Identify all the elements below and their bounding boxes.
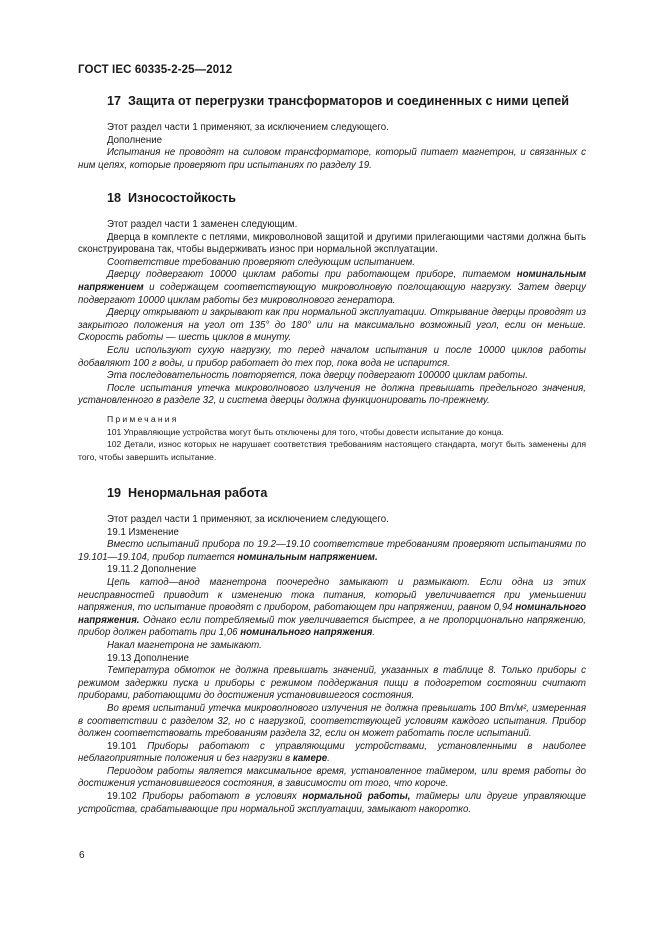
paragraph: Этот раздел части 1 применяют, за исключением следующего.	[107, 122, 389, 133]
paragraph: Соответствие требованию проверяют следующим испытанием.	[107, 256, 415, 268]
text: Вместо испытаний прибора по 19.2—19.10 соответствие требованиям проверяют испытаниями по 19.101—19.104, прибор питается	[78, 539, 586, 563]
text: Приборы работают в условиях	[142, 791, 303, 803]
text: и содержащем соответствующую микроволновую поглощающую нагрузку. Затем дверцу подвергают 10000 циклам работы без микроволнового генератора.	[78, 281, 586, 306]
section-17-heading	[107, 94, 569, 108]
paragraph	[78, 269, 586, 307]
text: .	[327, 753, 330, 765]
section-title: Износостойкость	[128, 191, 237, 205]
text: таймеры или другие управляющие устройства, срабатывающие при нормальной эксплуатации, замыкают накоротко.	[78, 791, 587, 815]
section-18-heading	[107, 191, 236, 205]
term: номинального напряжения	[240, 627, 373, 639]
note: 102 Детали, износ которых не нарушает соответствия требованиям настоящего стандарта, могут быть заменены для того, чтобы завершить испытание.	[78, 439, 586, 462]
paragraph: Дверца в комплекте с петлями, микроволновой защитой и другими прилегающими частями должна быть сконструирована так, чтобы выдерживать износ при нормальной эксплуатации.	[78, 231, 586, 256]
section-19-body	[78, 514, 586, 816]
paragraph	[78, 791, 586, 816]
note: 101 Управляющие устройства могут быть отключены для того, чтобы довести испытание до конца.	[107, 426, 504, 437]
term: номинальным напряжением	[78, 269, 586, 293]
section-18-body	[78, 219, 586, 463]
text: Цепь катод—анод магнетрона поочередно замыкают и размыкают. Если одна из этих неисправностей приводит к изменению тока питания, который увеличивается при уменьшении напряжения, то испытание проводят с прибором, работающем при напряжении, равном 0,94	[78, 576, 586, 614]
paragraph: Дополнение	[107, 134, 163, 146]
paragraph: Дверцу открывают и закрывают как при нормальной эксплуатации. Открывание дверцы проводят из закрытого положения на угол от 135° до 180° или на максимально возможный угол, если он меньше. Скорость работы — шесть циклов в минуту.	[78, 307, 586, 344]
section-number: 17	[107, 94, 122, 108]
text: Приборы работают с управляющими устройствами, установленными в наиболее неблагоприятные положения и без нагрузки в	[78, 740, 586, 765]
term: номинального напряжения.	[78, 602, 586, 626]
paragraph: 19.13 Дополнение	[107, 652, 189, 664]
page-number: 6	[79, 850, 85, 861]
paragraph: Этот раздел части 1 заменен следующим.	[107, 219, 298, 230]
paragraph: После испытания утечка микроволнового излучения не должна превышать предельного значения, установленного в разделе 32, и система дверцы должна функционировать по-прежнему.	[78, 382, 586, 407]
paragraph: Эта последовательность повторяется, пока дверцу подвергают 100000 циклам работы.	[107, 370, 528, 382]
section-title: Защита от перегрузки трансформаторов и соединенных с ними цепей	[128, 94, 570, 108]
text: Однако если потребляемый ток увеличивается быстрее, а не пропорционально напряжению, прибор должен работать при 1,06	[78, 614, 586, 639]
notes-label: Примечания	[107, 413, 179, 424]
paragraph: Если используют сухую нагрузку, то перед началом испытания и после 10000 циклов работы добавляют 100 г воды, и прибор работает до тех пор, пока вода не испарится.	[78, 344, 586, 369]
term: камере	[292, 753, 328, 765]
paragraph	[78, 577, 586, 640]
term: номинальным напряжением.	[237, 551, 378, 563]
paragraph: Температура обмоток не должна превышать значений, указанных в таблице 8. Только приборы с режимом задержки пуска и приборы с режимом поддержания пищи в подогретом состоянии считают приборами, работающими до достижения установившегося состояния.	[78, 665, 586, 702]
paragraph: Периодом работы является максимальное время, установленное таймером, или время работы до достижения установившегося состояния, в зависимости от того, что короче.	[78, 765, 586, 790]
section-number: 19	[107, 486, 122, 500]
paragraph: Во время испытаний утечка микроволнового излучения не должна превышать 100 Вт/м², измеренная в соответствии с разделом 32, но с нагрузкой, соответствующей условиям каждого испытания. Прибор должен соответствовать требованиям раздела 32, если он может работать после испытаний.	[78, 702, 586, 740]
clause-number: 19.102	[107, 791, 143, 803]
paragraph: Накал магнетрона не замыкают.	[107, 639, 262, 651]
paragraph: 19.1 Изменение	[107, 526, 179, 538]
clause-number: 19.101	[107, 740, 148, 752]
text: .	[372, 627, 376, 639]
paragraph: 19.11.2 Дополнение	[107, 564, 197, 576]
paragraph	[78, 539, 586, 564]
paragraph: Испытания не проводят на силовом трансформаторе, который питает магнетрон, и связанных с ним цепях, которые проверяют при испытаниях по разделу 19.	[78, 147, 586, 171]
paragraph	[78, 741, 586, 766]
paragraph: Этот раздел части 1 применяют, за исключением следующего.	[107, 514, 389, 525]
section-title: Ненормальная работа	[128, 486, 268, 500]
section-17-body	[78, 122, 586, 172]
section-19-heading	[107, 486, 267, 500]
term: нормальной работы,	[302, 791, 411, 803]
text: Дверцу подвергают 10000 циклам работы при работающем приборе, питаемом	[107, 269, 517, 281]
document-header: ГОСТ IEC 60335-2-25—2012	[78, 64, 233, 76]
section-number: 18	[107, 191, 122, 205]
